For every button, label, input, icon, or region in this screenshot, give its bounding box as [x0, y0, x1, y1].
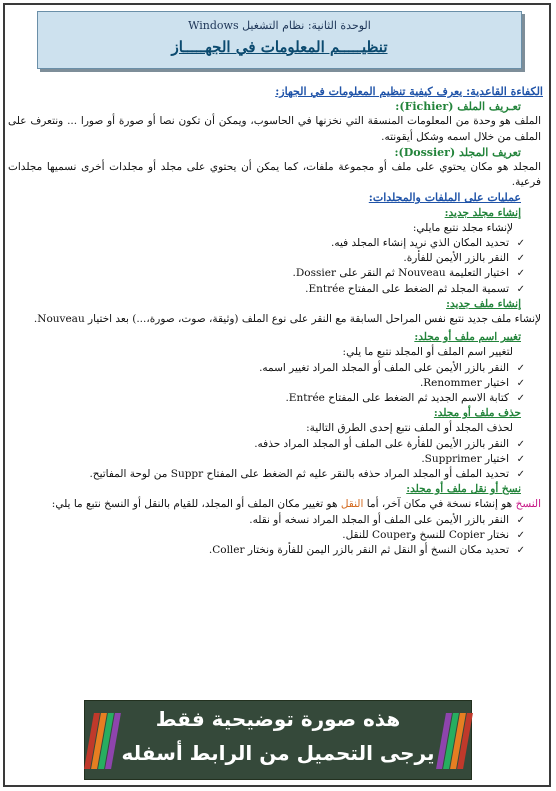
step-text: تسمية المجلد ثم الضغط على المفتاح Entrée.	[305, 282, 509, 295]
step-text: النقر بالزر الأيمن للفأرة على الملف أو المجلد المراد حذفه.	[254, 437, 509, 450]
step-text: النقر بالزر الأيمن للفأرة.	[403, 252, 509, 265]
delete-steps	[8, 437, 543, 483]
list-item	[8, 251, 525, 266]
list-item	[8, 266, 525, 281]
step-text: اختيار التعليمة Nouveau ثم النقر على Dossier.	[292, 267, 509, 280]
folder-def-text: المجلد هو مكان يحتوي على ملف أو مجموعة ملفات، كما يمكن أن يحتوي على مجلد أو مجلدات أخرى نسميها مجلدات فرعية.	[8, 161, 541, 189]
check-icon: ✓	[516, 238, 525, 250]
banner-line-1: هذه صورة توضيحية فقط	[155, 707, 401, 731]
list-item	[8, 528, 525, 543]
rename-steps	[8, 361, 543, 407]
create-folder-intro: لإنشاء مجلد نتبع مايلي:	[412, 221, 513, 234]
check-icon: ✓	[516, 514, 525, 526]
check-icon: ✓	[516, 253, 525, 265]
check-icon: ✓	[516, 469, 525, 481]
competence-heading: الكفاءة القاعدية: يعرف كيفية تنظيم المعلومات في الجهاز:	[275, 85, 543, 98]
copy-move-heading: نسخ أو نقل ملف أو مجلد:	[406, 483, 521, 496]
copy-move-text-b: هو تغيير مكان الملف أو المجلد، للقيام بالنقل أو النسخ نتبع ما يلي:	[51, 498, 341, 511]
books-icon	[439, 707, 469, 773]
check-icon: ✓	[516, 268, 525, 280]
list-item	[8, 437, 525, 452]
create-file-heading: إنشاء ملف جديد:	[446, 297, 521, 310]
check-icon: ✓	[516, 453, 525, 465]
move-word: النقل	[340, 498, 364, 511]
list-item	[8, 467, 525, 482]
step-text: اختيار Renommer.	[419, 376, 509, 389]
rename-intro: لتغيير اسم الملف أو المجلد نتبع ما يلي:	[342, 346, 513, 359]
step-text: النقر بالزر الأيمن على الملف أو المجلد المراد تغيير اسمه.	[259, 361, 509, 374]
step-text: تحديد المكان الذي نريد إنشاء المجلد فيه.	[330, 237, 509, 250]
check-icon: ✓	[516, 283, 525, 295]
step-text: كتابة الاسم الجديد ثم الضغط على المفتاح Entrée.	[285, 392, 509, 405]
create-folder-steps	[8, 236, 543, 297]
unit-title: الوحدة الثانية: نظام التشغيل Windows	[188, 19, 371, 32]
preview-banner	[84, 700, 472, 780]
delete-intro: لحذف المجلد أو الملف نتبع إحدى الطرق التالية:	[306, 422, 513, 435]
check-icon: ✓	[516, 362, 525, 374]
lesson-title: تنظيـــــم المعلومات في الجهـــــاز	[171, 38, 388, 56]
copy-move-text	[8, 497, 543, 512]
lesson-content	[8, 84, 543, 558]
books-icon	[87, 707, 117, 773]
copy-move-text-a: هو إنشاء نسخة في مكان آخر، أما	[363, 498, 516, 511]
create-file-text: لإنشاء ملف جديد نتبع نفس المراحل السابقة مع النقر على نوع الملف (وثيقة، صوت، صورة،...) بعد اختيار Nouveau.	[33, 313, 541, 326]
check-icon: ✓	[516, 438, 525, 450]
create-folder-heading: إنشاء مجلد جديد:	[444, 206, 521, 219]
copy-move-steps	[8, 513, 543, 559]
step-text: تحديد الملف أو المجلد المراد حذفه بالنقر عليه ثم الضغط على المفتاح Suppr من لوحة المفاتيح.	[89, 468, 509, 481]
list-item	[8, 282, 525, 297]
copy-word: النسخ	[515, 498, 541, 511]
lesson-header	[37, 11, 522, 69]
list-item	[8, 361, 525, 376]
list-item	[8, 376, 525, 391]
check-icon: ✓	[516, 377, 525, 389]
check-icon: ✓	[516, 393, 525, 405]
delete-heading: حذف ملف أو مجلد:	[433, 407, 521, 420]
check-icon: ✓	[516, 545, 525, 557]
step-text: تحديد مكان النسخ أو النقل ثم النقر بالزر اليمن للفأرة ونختار Coller.	[208, 544, 509, 557]
step-text: نختار Copier للنسخ وCouper للنقل.	[342, 528, 509, 541]
list-item	[8, 513, 525, 528]
file-def-text: الملف هو وحدة من المعلومات المنسقة التي نخزنها في الحاسوب، ويمكن أن تكون نصا أو صورة أو صورا ... ونتعرف على الملف من خلال اسمه وشكل أيقونته.	[8, 115, 541, 143]
check-icon: ✓	[516, 529, 525, 541]
operations-heading: عمليات على الملفات والمجلدات:	[368, 191, 521, 205]
list-item	[8, 452, 525, 467]
file-def-heading: تعـريف الملف (Fichier):	[395, 100, 521, 114]
list-item	[8, 543, 525, 558]
banner-line-2: يرجى التحميل من الرابط أسفله	[121, 741, 435, 765]
step-text: النقر بالزر الأيمن على الملف أو المجلد المراد نسخه أو نقله.	[249, 513, 509, 526]
list-item	[8, 236, 525, 251]
list-item	[8, 391, 525, 406]
rename-heading: تغيير اسم ملف أو مجلد:	[414, 331, 521, 344]
step-text: اختيار Supprimer.	[421, 452, 509, 465]
folder-def-heading: تعريف المجلد (Dossier):	[394, 145, 521, 159]
